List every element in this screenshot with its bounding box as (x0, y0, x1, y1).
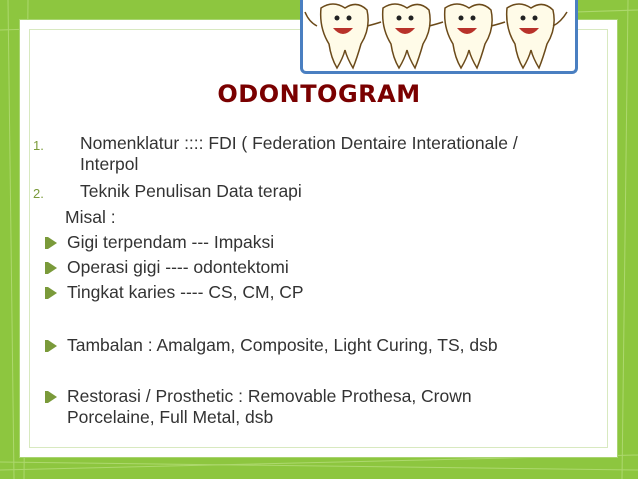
bullet-icon (44, 286, 58, 300)
bullet-item-text: Operasi gigi ---- odontektomi (67, 257, 289, 277)
bullet-item-line: Porcelaine, Full Metal, dsb (67, 407, 274, 427)
numbered-item-line: Interpol (80, 154, 139, 174)
numbered-item-line: Nomenklatur :::: FDI ( Federation Dentaire Interationale / (80, 133, 518, 153)
bullet-item-text: Gigi terpendam --- Impaksi (67, 232, 275, 252)
list-number: 2. (33, 186, 44, 201)
bullet-item-text: Tingkat karies ---- CS, CM, CP (67, 282, 304, 302)
bullet-icon (44, 261, 58, 275)
bullet-icon (44, 236, 58, 250)
numbered-item-text: Teknik Penulisan Data terapi (80, 181, 302, 201)
misal-label: Misal : (65, 207, 116, 227)
bullet-icon (44, 390, 58, 404)
numbered-item-text (80, 133, 518, 175)
bullet-item-text (67, 386, 472, 428)
bullet-icon (44, 339, 58, 353)
teeth-cartoon-icon (303, 0, 575, 70)
bullet-item-line: Restorasi / Prosthetic : Removable Prothesa, Crown (67, 386, 472, 406)
list-number: 1. (33, 138, 44, 153)
slide-title: ODONTOGRAM (217, 80, 421, 108)
bullet-item-text: Tambalan : Amalgam, Composite, Light Curing, TS, dsb (67, 335, 498, 355)
teeth-cartoon (300, 0, 578, 74)
